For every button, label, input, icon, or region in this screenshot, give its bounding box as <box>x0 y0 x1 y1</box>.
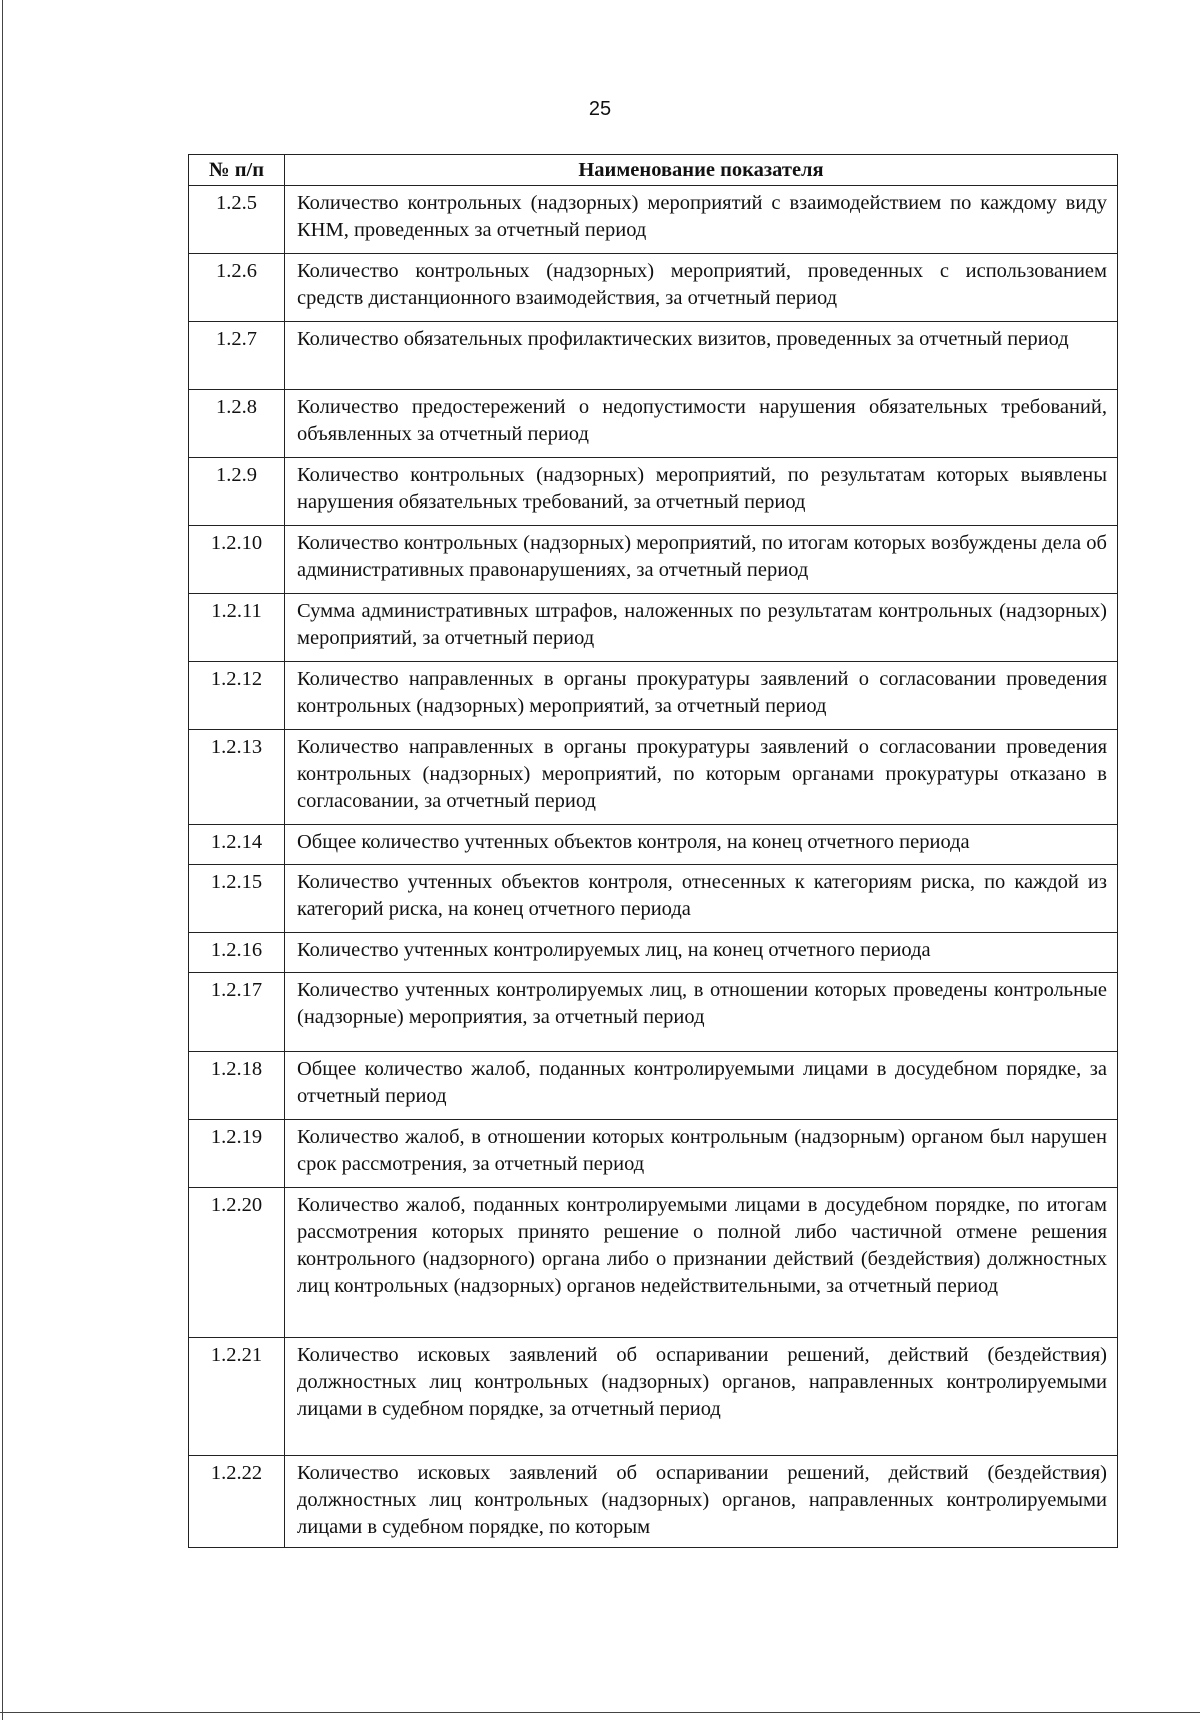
table-row <box>189 594 1118 662</box>
row-number: 1.2.8 <box>189 390 285 458</box>
indicator-name: Количество жалоб, в отношении которых контрольным (надзорным) органом был нарушен срок рассмотрения, за отчетный период <box>285 1120 1118 1188</box>
table-row <box>189 662 1118 730</box>
table-row <box>189 933 1118 973</box>
table-row <box>189 526 1118 594</box>
indicator-name: Сумма административных штрафов, наложенных по результатам контрольных (надзорных) мероприятий, за отчетный период <box>285 594 1118 662</box>
row-number: 1.2.12 <box>189 662 285 730</box>
table-row <box>189 458 1118 526</box>
indicator-name: Количество контрольных (надзорных) мероприятий с взаимодействием по каждому виду КНМ, проведенных за отчетный период <box>285 186 1118 254</box>
indicator-name: Количество исковых заявлений об оспаривании решений, действий (бездействия) должностных лиц контрольных (надзорных) органов, направленных контролируемыми лицами в судебном порядке, за отчетный период <box>285 1338 1118 1456</box>
table-row <box>189 322 1118 390</box>
indicator-name: Количество учтенных объектов контроля, отнесенных к категориям риска, по каждой из категорий риска, на конец отчетного периода <box>285 865 1118 933</box>
indicator-name: Количество учтенных контролируемых лиц, на конец отчетного периода <box>285 933 1118 973</box>
indicator-name: Количество контрольных (надзорных) мероприятий, проведенных с использованием средств дистанционного взаимодействия, за отчетный период <box>285 254 1118 322</box>
table-row <box>189 254 1118 322</box>
page-number: 25 <box>588 98 612 120</box>
row-number: 1.2.11 <box>189 594 285 662</box>
indicator-name: Количество обязательных профилактических визитов, проведенных за отчетный период <box>285 322 1118 390</box>
indicator-name: Общее количество учтенных объектов контроля, на конец отчетного периода <box>285 825 1118 865</box>
row-number: 1.2.13 <box>189 730 285 825</box>
row-number: 1.2.5 <box>189 186 285 254</box>
table-row <box>189 1338 1118 1456</box>
row-number: 1.2.9 <box>189 458 285 526</box>
indicator-name: Количество контрольных (надзорных) мероприятий, по итогам которых возбуждены дела об административных правонарушениях, за отчетный период <box>285 526 1118 594</box>
row-number: 1.2.6 <box>189 254 285 322</box>
scan-bottom-edge <box>0 1712 1200 1713</box>
indicator-name: Количество направленных в органы прокуратуры заявлений о согласовании проведения контрольных (надзорных) мероприятий, по которым органами прокуратуры отказано в согласовании, за отчетный период <box>285 730 1118 825</box>
row-number: 1.2.18 <box>189 1052 285 1120</box>
row-number: 1.2.14 <box>189 825 285 865</box>
indicator-name: Количество жалоб, поданных контролируемыми лицами в досудебном порядке, по итогам рассмотрения которых принято решение о полной либо частичной отмене решения контрольного (надзорного) органа либо о признании действий (бездействия) должностных лиц контрольных (надзорных) органов недействительными, за отчетный период <box>285 1188 1118 1338</box>
table-row <box>189 1052 1118 1120</box>
row-number: 1.2.17 <box>189 973 285 1052</box>
indicators-table <box>188 154 1118 1548</box>
table-row <box>189 1456 1118 1548</box>
table-row <box>189 973 1118 1052</box>
row-number: 1.2.10 <box>189 526 285 594</box>
row-number: 1.2.22 <box>189 1456 285 1548</box>
table-row <box>189 865 1118 933</box>
scan-left-edge <box>2 0 3 1720</box>
table-header-row <box>189 155 1118 186</box>
indicator-name: Количество контрольных (надзорных) мероприятий, по результатам которых выявлены нарушения обязательных требований, за отчетный период <box>285 458 1118 526</box>
row-number: 1.2.15 <box>189 865 285 933</box>
indicator-name: Количество предостережений о недопустимости нарушения обязательных требований, объявленных за отчетный период <box>285 390 1118 458</box>
table-row <box>189 730 1118 825</box>
row-number: 1.2.7 <box>189 322 285 390</box>
column-header-number: № п/п <box>189 155 285 186</box>
table-row <box>189 825 1118 865</box>
table-row <box>189 390 1118 458</box>
row-number: 1.2.20 <box>189 1188 285 1338</box>
indicator-name: Количество исковых заявлений об оспаривании решений, действий (бездействия) должностных лиц контрольных (надзорных) органов, направленных контролируемыми лицами в судебном порядке, по которым <box>285 1456 1118 1548</box>
table-row <box>189 1188 1118 1338</box>
indicator-name: Количество учтенных контролируемых лиц, в отношении которых проведены контрольные (надзорные) мероприятия, за отчетный период <box>285 973 1118 1052</box>
indicator-name: Общее количество жалоб, поданных контролируемыми лицами в досудебном порядке, за отчетный период <box>285 1052 1118 1120</box>
indicator-name: Количество направленных в органы прокуратуры заявлений о согласовании проведения контрольных (надзорных) мероприятий, за отчетный период <box>285 662 1118 730</box>
column-header-name: Наименование показателя <box>285 155 1118 186</box>
row-number: 1.2.19 <box>189 1120 285 1188</box>
table-row <box>189 186 1118 254</box>
table-row <box>189 1120 1118 1188</box>
row-number: 1.2.16 <box>189 933 285 973</box>
row-number: 1.2.21 <box>189 1338 285 1456</box>
